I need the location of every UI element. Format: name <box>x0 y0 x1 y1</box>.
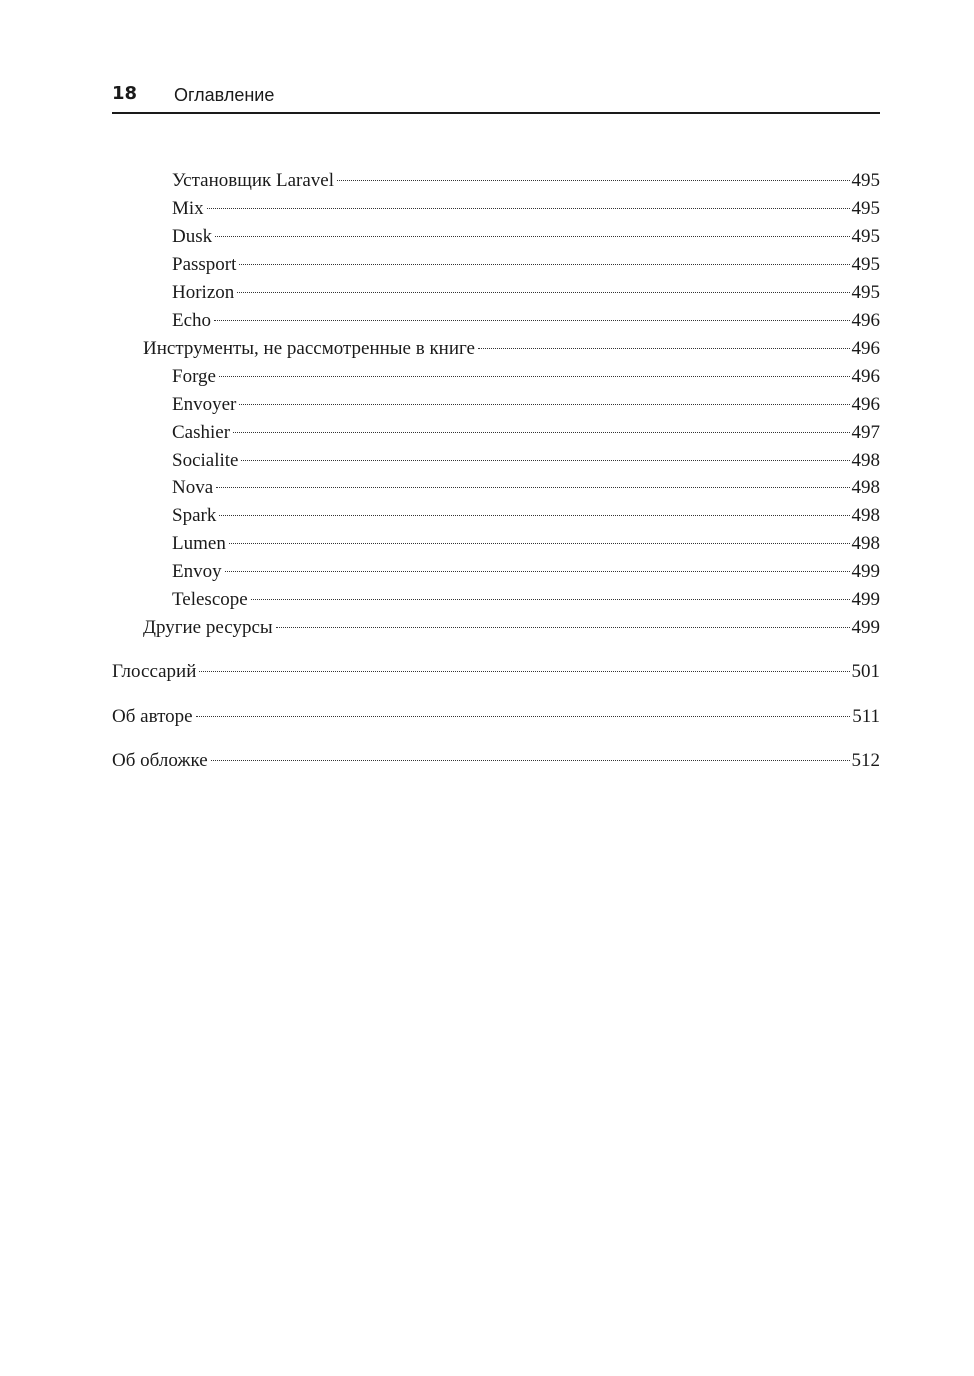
toc-entry-label: Lumen <box>172 533 226 554</box>
dot-leader <box>219 497 849 521</box>
toc-entry-label: Глоссарий <box>112 661 197 682</box>
table-of-contents <box>112 0 880 1376</box>
toc-entry-page: 496 <box>851 366 880 387</box>
toc-entry-page: 498 <box>851 477 880 498</box>
toc-entry-label: Об обложке <box>112 750 208 771</box>
toc-entry-label: Envoy <box>172 561 222 582</box>
toc-entry-page: 497 <box>851 422 880 443</box>
dot-leader <box>239 386 849 410</box>
dot-leader <box>207 190 850 214</box>
dot-leader <box>239 246 849 270</box>
dot-leader <box>196 698 851 722</box>
toc-entry-nova[interactable] <box>172 469 880 500</box>
dot-leader <box>237 274 849 298</box>
toc-entry-label: Envoyer <box>172 394 237 415</box>
toc-entry-page: 495 <box>851 254 880 275</box>
dot-leader <box>215 218 849 242</box>
dot-leader <box>241 442 849 466</box>
toc-entry-spark[interactable] <box>172 497 880 528</box>
toc-entry-page: 496 <box>851 310 880 331</box>
toc-entry-page: 498 <box>851 505 880 526</box>
toc-entry-page: 499 <box>851 561 880 582</box>
dot-leader <box>276 609 850 633</box>
dot-leader <box>216 469 849 493</box>
toc-entry-dusk[interactable] <box>172 218 880 249</box>
toc-entry-label: Инструменты, не рассмотренные в книге <box>143 338 475 359</box>
toc-entry-about-author[interactable] <box>112 698 880 729</box>
toc-entry-label: Nova <box>172 477 214 498</box>
toc-entry-glossary[interactable] <box>112 653 880 684</box>
dot-leader <box>337 162 849 186</box>
toc-entry-page: 495 <box>851 226 880 247</box>
toc-entry-other-tools[interactable] <box>143 330 880 361</box>
toc-entry-label: Passport <box>172 254 237 275</box>
toc-entry-telescope[interactable] <box>172 581 880 612</box>
toc-entry-page: 495 <box>851 170 880 191</box>
toc-entry-label: Об авторе <box>112 706 193 727</box>
toc-entry-page: 511 <box>852 706 880 727</box>
page-number: 18 <box>112 83 138 104</box>
toc-entry-page: 496 <box>851 338 880 359</box>
dot-leader <box>229 525 850 549</box>
toc-entry-page: 501 <box>851 661 880 682</box>
toc-entry-label: Socialite <box>172 450 239 471</box>
toc-entry-label: Другие ресурсы <box>143 617 273 638</box>
toc-entry-forge[interactable] <box>172 358 880 389</box>
toc-entry-page: 496 <box>851 394 880 415</box>
dot-leader <box>214 302 849 326</box>
dot-leader <box>225 553 850 577</box>
toc-entry-laravel-installer[interactable] <box>172 162 880 193</box>
toc-entry-lumen[interactable] <box>172 525 880 556</box>
toc-entry-envoyer[interactable] <box>172 386 880 417</box>
running-title: Оглавление <box>174 85 275 105</box>
toc-entry-label: Horizon <box>172 282 235 303</box>
toc-entry-label: Dusk <box>172 226 213 247</box>
toc-entry-other-resources[interactable] <box>143 609 880 640</box>
dot-leader <box>199 653 849 677</box>
toc-entry-echo[interactable] <box>172 302 880 333</box>
toc-entry-label: Telescope <box>172 589 248 610</box>
toc-entry-label: Cashier <box>172 422 231 443</box>
toc-entry-passport[interactable] <box>172 246 880 277</box>
toc-entry-page: 512 <box>851 750 880 771</box>
toc-entry-page: 498 <box>851 450 880 471</box>
toc-entry-horizon[interactable] <box>172 274 880 305</box>
dot-leader <box>233 414 849 438</box>
toc-entry-label: Forge <box>172 366 216 387</box>
toc-entry-cashier[interactable] <box>172 414 880 445</box>
toc-entry-page: 498 <box>851 533 880 554</box>
toc-entry-label: Mix <box>172 198 204 219</box>
dot-leader <box>251 581 850 605</box>
toc-entry-page: 495 <box>851 198 880 219</box>
toc-entry-page: 499 <box>851 589 880 610</box>
toc-entry-mix[interactable] <box>172 190 880 221</box>
toc-entry-page: 499 <box>851 617 880 638</box>
toc-entry-about-cover[interactable] <box>112 742 880 773</box>
toc-entry-label: Echo <box>172 310 212 331</box>
dot-leader <box>211 742 850 766</box>
dot-leader <box>219 358 850 382</box>
dot-leader <box>478 330 850 354</box>
toc-entry-label: Spark <box>172 505 217 526</box>
toc-entry-page: 495 <box>851 282 880 303</box>
toc-entry-envoy[interactable] <box>172 553 880 584</box>
toc-entry-label: Установщик Laravel <box>172 170 335 191</box>
